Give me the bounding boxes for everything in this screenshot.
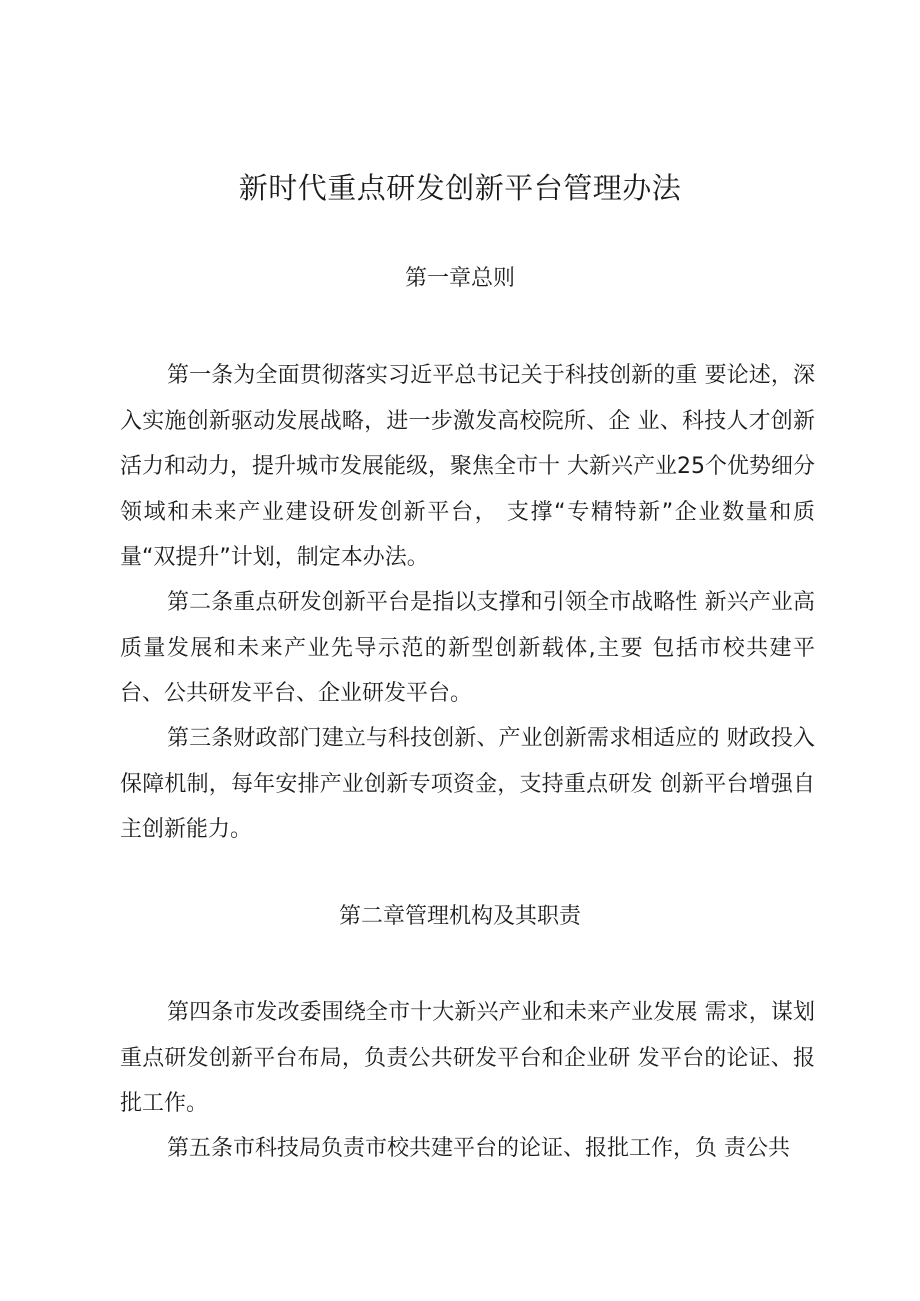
article-1: 第一条为全面贯彻落实习近平总书记关于科技创新的重 要论述，深入实施创新驱动发展战略，进一步激发高校院所、企 业、科技人才创新活力和动力，提升城市发展能级，聚焦全市十 大新兴产业25个优势细分领域和未来产业建设研发创新平台， 支撑“专精特新”企业数量和质量“双提升”计划，制定本办法。 (120, 363, 815, 570)
article-2: 第二条重点研发创新平台是指以支撑和引领全市战略性 新兴产业高质量发展和未来产业先导示范的新型创新载体,主要 包括市校共建平台、公共研发平台、企业研发平台。 (120, 590, 815, 706)
chapter-1-heading: 第一章总则 (404, 266, 515, 291)
document-title: 新时代重点研发创新平台管理办法 (238, 171, 682, 205)
article-4: 第四条市发改委围绕全市十大新兴产业和未来产业发展 需求，谋划重点研发创新平台布局，负责公共研发平台和企业研 发平台的论证、报批工作。 (120, 1000, 815, 1116)
chapter-2-heading: 第二章管理机构及其职责 (338, 904, 581, 929)
article-3: 第三条财政部门建立与科技创新、产业创新需求相适应的 财政投入保障机制，每年安排产业创新专项资金，支持重点研发 创新平台增强自主创新能力。 (120, 726, 815, 842)
article-5: 第五条市科技局负责市校共建平台的论证、报批工作，负 责公共 (167, 1136, 790, 1161)
